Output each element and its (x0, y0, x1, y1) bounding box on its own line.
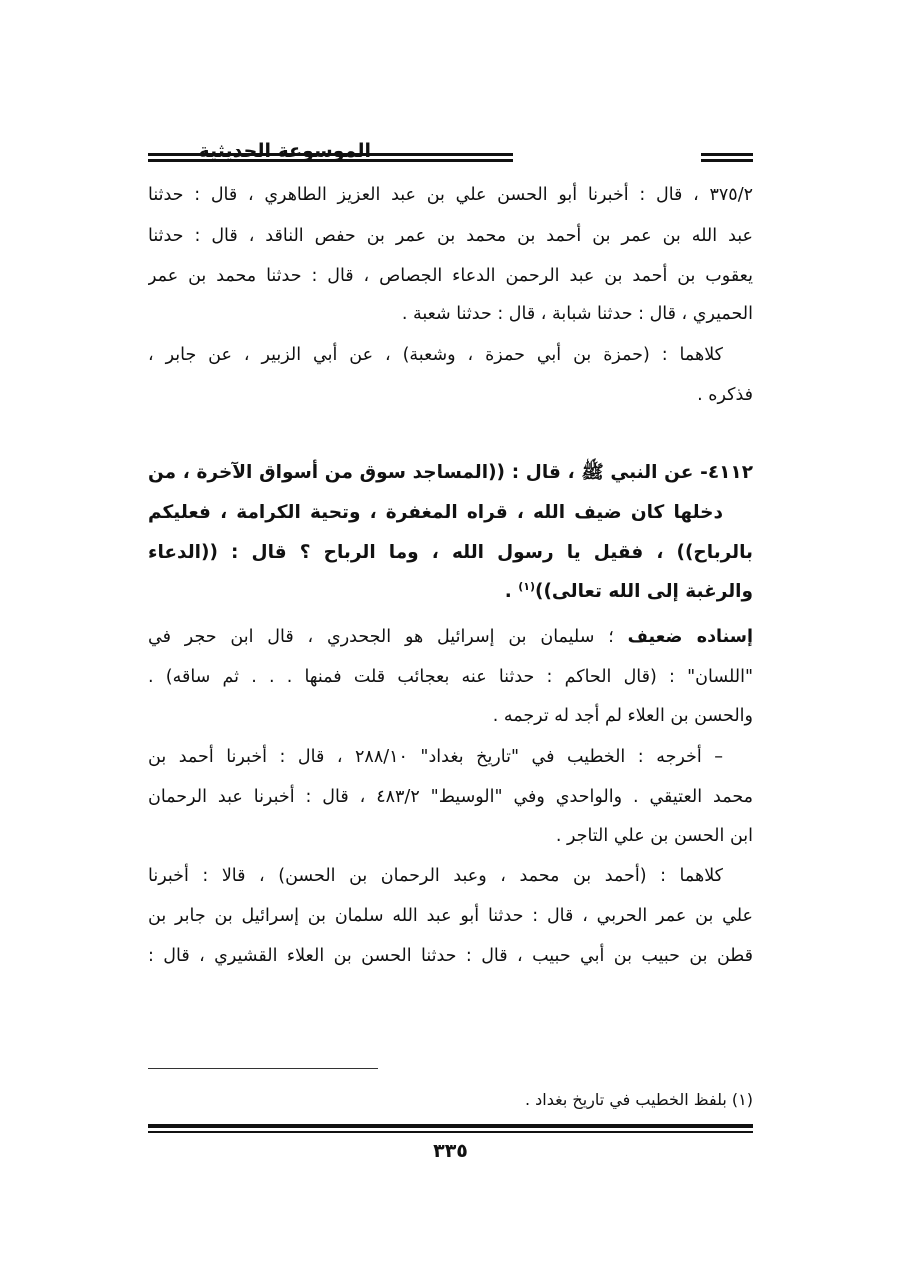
running-header (148, 140, 753, 170)
text-line: والحسن بن العلاء لم أجد له ترجمه . (492, 706, 753, 726)
text-line: محمد العتيقي . والواحدي وفي "الوسيط" ٤٨٣/٢ ، قال : أخبرنا عبد الرحمان (148, 787, 753, 807)
page-number: ٣٣٥ (433, 1140, 468, 1162)
text-line: ٣٧٥/٢ ، قال : أخبرنا أبو الحسن علي بن عبد العزيز الطاهري ، قال : حدثنا (148, 185, 753, 205)
document-page (148, 0, 753, 1273)
header-title: الموسوعة الحديثية (198, 140, 371, 162)
text-line: – أخرجه : الخطيب في "تاريخ بغداد" ٢٨٨/١٠ ، قال : أخبرنا أحمد بن (148, 747, 723, 767)
isnad-line (148, 622, 753, 652)
text-line: كلاهما : (أحمد بن محمد ، وعبد الرحمان بن الحسن) ، قالا : أخبرنا (148, 866, 723, 886)
text-line: عبد الله بن عمر بن أحمد بن محمد بن عمر بن حفص الناقد ، قال : حدثنا (148, 226, 753, 246)
text-line: قطن بن حبيب بن أبي حبيب ، قال : حدثنا الحسن بن العلاء القشيري ، قال : (148, 946, 753, 966)
text-line: كلاهما : (حمزة بن أبي حمزة ، وشعبة) ، عن أبي الزبير ، عن جابر ، (148, 345, 723, 365)
text-line: ابن الحسن بن علي التاجر . (555, 826, 753, 846)
footnote-1: (١) بلفظ الخطيب في تاريخ بغداد . (525, 1090, 753, 1109)
isnad-text: ؛ سليمان بن إسرائيل هو الجحدري ، قال ابن حجر في (148, 627, 628, 647)
footer-rule-top (148, 1124, 753, 1128)
text-line: فذكره . (697, 385, 753, 405)
footer-rule-bottom (148, 1131, 753, 1133)
footnote-rule (148, 1068, 378, 1069)
isnad-label: إسناده ضعيف (627, 627, 753, 647)
footnote-marker: (١) (518, 579, 535, 593)
hadith-line: بالرباح)) ، فقيل يا رسول الله ، وما الرباح ؟ قال : ((الدعاء (148, 542, 753, 563)
hadith-end: . (504, 581, 519, 602)
text-line: "اللسان" : (قال الحاكم : حدثنا عنه بعجائب قلت فمنها . . . ثم ساقه) . (148, 667, 753, 687)
header-rule-right-top (701, 153, 753, 156)
hadith-line-text: والرغبة إلى الله تعالى)) (535, 581, 753, 602)
hadith-line: دخلها كان ضيف الله ، قراه المغفرة ، وتحية الكرامة ، فعليكم (148, 502, 723, 523)
hadith-line: ٤١١٢- عن النبي ﷺ ، قال : ((المساجد سوق من أسواق الآخرة ، من (148, 462, 753, 483)
text-line: الحميري ، قال : حدثنا شبابة ، قال : حدثنا شعبة . (401, 304, 753, 324)
header-rule-right-bottom (701, 159, 753, 162)
text-line: علي بن عمر الحربي ، قال : حدثنا أبو عبد الله سلمان بن إسرائيل بن جابر بن (148, 906, 753, 926)
hadith-line-last (148, 577, 753, 607)
text-line: يعقوب بن أحمد بن عبد الرحمن الدعاء الجصاص ، قال : حدثنا محمد بن عمر (148, 266, 753, 286)
